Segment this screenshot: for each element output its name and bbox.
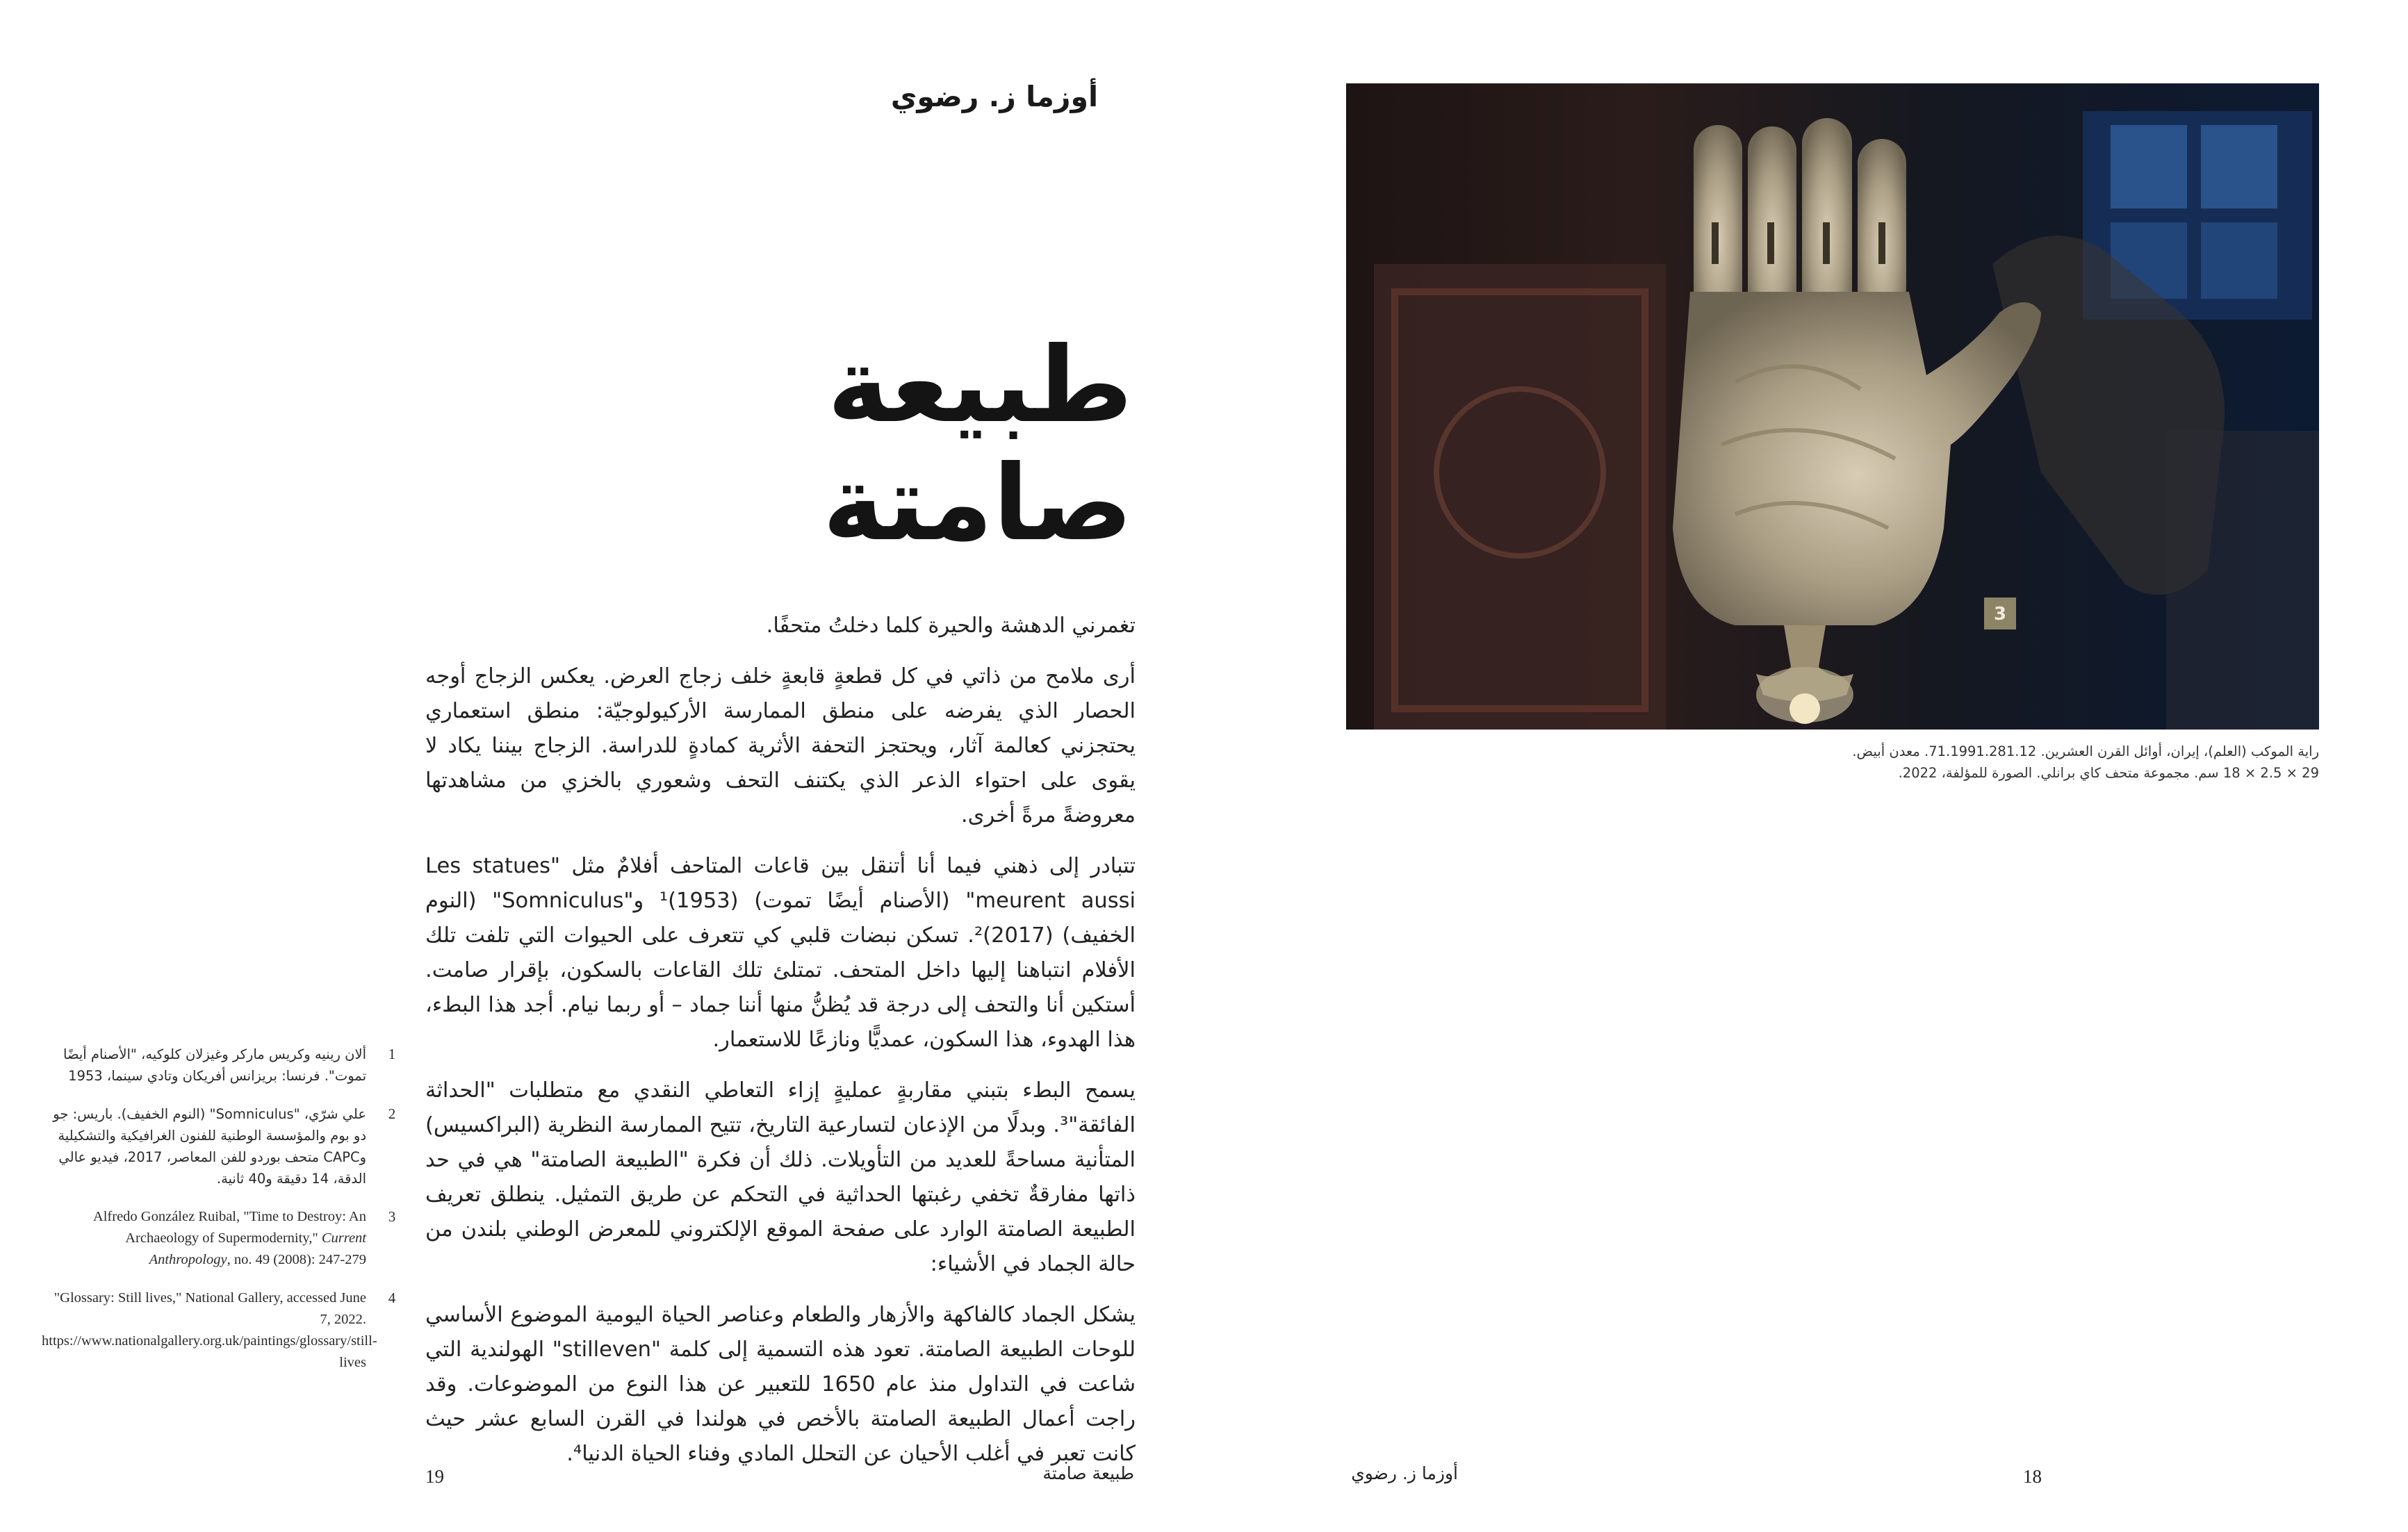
footnote-text-post: , no. 49 (2008): 247-279 [227,1252,366,1267]
photo-label: 3 [1993,604,2007,625]
footnote-number: 2 [388,1105,396,1122]
paragraph-3: تتبادر إلى ذهني فيما أنا أتنقل بين قاعات المتاحف أفلامٌ مثل "Les statues meurent aussi" (الأصنام أيضًا تموت) (1953)¹ و"Somniculus" (النوم الخفيف) (2017)². تسكن نبضات قلبي كي تتعرف على الحيوات التي تلفت تلك الأفلام انتباهنا إليها داخل المتحف. تمتلئ تلك القاعات بالسكون، بإقرار صامت. أستكين أنا والتحف إلى درجة قد يُظنُّ منها أننا جماد – أو ربما نيام. أجد هذا البطء، هذا الهدوء، هذا السكون، عمديًّا ونازعًا للاستعمار. [425,854,1136,1052]
right-page [1204,0,2408,1532]
paragraph-1: تغمرني الدهشة والحيرة كلما دخلتُ متحفًا. [766,613,1136,638]
footnote-4 [42,1287,400,1374]
footnote-3 [42,1206,400,1271]
photo-caption [1346,741,2319,784]
paragraph-5: يشكل الجماد كالفاكهة والأزهار والطعام وعناصر الحياة اليومية الموضوع الأساسي للوحات الطبيعة الصامتة. تعود هذه التسمية إلى كلمة "stilleven" الهولندية التي شاعت في التداول منذ عام 1650 للتعبير عن هذا النوع من الموضوعات. وقد راجت أعمال الطبيعة الصامتة بالأخص في هولندا في القرن السابع عشر حيث كانت تعبر في أغلب الأحيان عن التحلل المادي وفناء الحياة الدنيا⁴. [425,1303,1136,1466]
caption-line-2: 29 × 2.5 × 18 سم. مجموعة متحف كاي برانلي. الصورة للمؤلفة، 2022. [1898,765,2319,781]
paragraph-2: أرى ملامح من ذاتي في كل قطعةٍ قابعةٍ خلف زجاج العرض. يعكس الزجاج أوجه الحصار الذي يفرضه على منطق الممارسة الأركيولوجيّة: منطق استعماري يحتجزني كعالمة آثار، ويحتجز التحفة الأثرية كمادةٍ للدراسة. الزجاج بيننا يكاد لا يقوى على احتواء الذعر الذي يكتنف التحف وشعوري بالخزي من مشاهدتها معروضةً مرةً أخرى. [425,664,1136,827]
footnote-number: 3 [388,1208,396,1225]
page-number: 18 [2023,1466,2042,1487]
author-heading: أوزما ز. رضوي [890,80,1098,113]
photo-hand-standard [1346,83,2319,730]
footnotes [42,1044,400,1390]
footnote-text-pre: Alfredo González Ruibal, "Time to Destroy: An Archaeology of Supermodernity," [92,1209,366,1246]
footnote-1 [42,1044,400,1087]
footnote-2 [42,1103,400,1189]
footnote-text: علي شرّي، "Somniculus" (النوم الخفيف). باريس: جو دو بوم والمؤسسة الوطنية للفنون الغرافيكية والتشكيلية وCAPC متحف بوردو للفن المعاصر، 2017، فيديو عالي الدقة، 14 دقيقة و40 ثانية. [53,1106,366,1187]
footnote-text: "Glossary: Still lives," National Gallery, accessed June 7, 2022. https://www.nationalgallery.org.uk/paintings/glossary/still-lives [42,1290,377,1370]
running-author: أوزما ز. رضوي [1351,1463,1458,1483]
footnote-text: ألان رينيه وكريس ماركر وغيزلان كلوكيه، "الأصنام أيضًا تموت". فرنسا: بريزانس أفريكان وتادي سينما، 1953 [63,1046,366,1084]
footnote-number: 1 [388,1046,396,1062]
body-text [425,609,1136,1488]
article-title: طبيعة صامتة [822,325,1133,564]
photo-illustration [1346,83,2319,730]
journal-title: Current Anthropology [149,1230,366,1267]
footnote-text [42,1206,366,1271]
page-number: 19 [425,1466,444,1487]
caption-line-1: راية الموكب (العلم)، إيران، أوائل القرن العشرين. 71.1991.281.12. معدن أبيض. [1852,743,2319,759]
paragraph-4: يسمح البطء بتبني مقاربةٍ عمليةٍ إزاء التعاطي النقدي مع متطلبات "الحداثة الفائقة"³. وبدلًا من الإذعان لتسارعية التاريخ، تتيح الممارسة النظرية (البراكسيس) المتأنية مساحةً للعديد من التأويلات. ذلك أن فكرة "الطبيعة الصامتة" هي في حد ذاتها مفارقةٌ تخفي رغبتها الحداثية في التحكم عن طريق التمثيل. ينطلق تعريف الطبيعة الصامتة الوارد على صفحة الموقع الإلكتروني للمعرض الوطني بلندن من حالة الجماد في الأشياء: [425,1078,1136,1276]
footnote-number: 4 [388,1290,396,1306]
running-title: طبيعة صامتة [1042,1463,1134,1483]
